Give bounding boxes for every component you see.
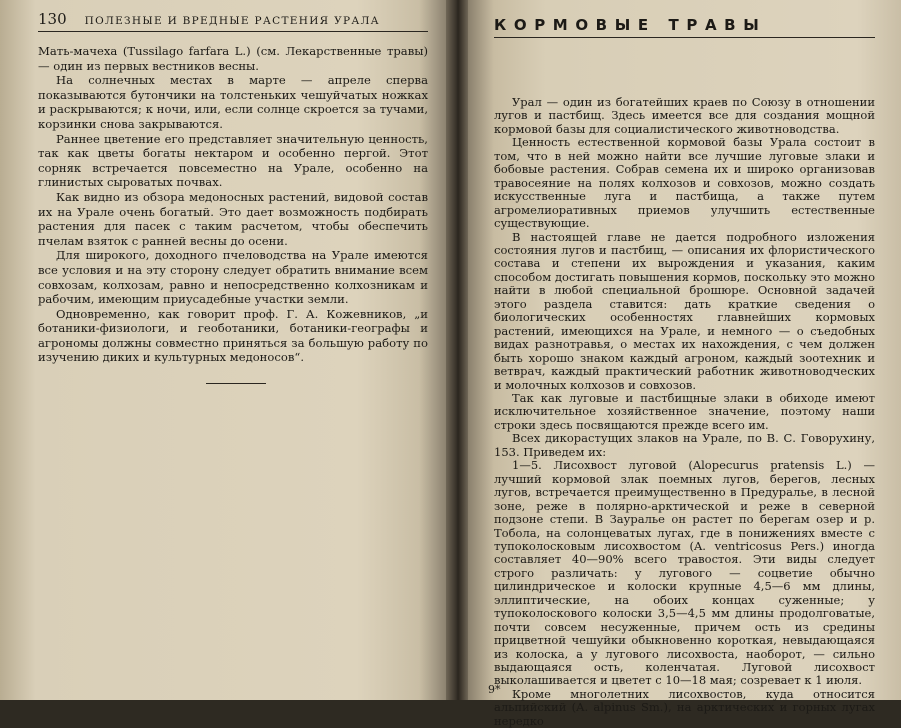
paragraph: Кроме многолетних лисохвостов, куда относится альпийский (A. alpinus Sm.), на арктических и горных лугах нередко (494, 686, 875, 728)
page-number: 130 (38, 10, 67, 28)
section-end-rule (206, 383, 266, 384)
left-page (0, 0, 446, 700)
paragraph: Для широкого, доходного пчеловодства на Урале имеются все условия и на эту сторону следует обратить внимание всем совхозам, колхозам, равно и непосредственно колхозникам и рабочим, имеющим приусадебные участки земли. (38, 248, 428, 307)
paragraph: Всех дикорастущих злаков на Урале, по В. С. Говорухину, 153. Приведем их: (494, 431, 875, 459)
book-gutter (446, 0, 468, 700)
signature-mark: 9* (488, 683, 501, 696)
paragraph: Так как луговые и пастбищные злаки в обиходе имеют исключительное хозяйственное значение, поэтому наши строки здесь посвящаются прежде всего им. (494, 390, 875, 432)
paragraph: 1—5. Лисохвост луговой (Alopecurus pratensis L.) — лучший кормовой злак поемных лугов, берегов, лесных лугов, встречается преимущественно в Предуралье, в лесной зоне, реже в полярно-арктической и реже в северной подзоне степи. В Зауралье он растет по берегам озер и р. Тобола, на солонцеватых лугах, где в понижениях вместе с тупоколосковым лисохвостом (A. ventricosus Pers.) иногда составляет 40—90% всего травостоя. Эти виды следует строго различать: у лугового — соцветие обычно цилиндрическое и колоски крупные 4,5—6 мм длины, эллиптические, на обоих концах суженные; у тупоколоскового колоски 3,5—4,5 мм длины продолговатые, почти совсем несуженные, причем ость из средины прицветной чешуйки обыкновенно короткая, невыдающаяся из колоска, а у лугового лисохвоста, наоборот, — сильно выдающаяся ость, коленчатая. Луговой лисохвост выколашивается и цветет с 10—18 мая; созревает к 1 июля. (494, 458, 875, 688)
paragraph: Раннее цветение его представляет значительную ценность, так как цветы богаты нектаром и особенно пергой. Этот сорняк встречается повсеместно на Урале, особенно на глинистых сыроватых почвах. (38, 131, 428, 190)
running-title: ПОЛЕЗНЫЕ И ВРЕДНЫЕ РАСТЕНИЯ УРАЛА (84, 15, 380, 27)
chapter-title: КОРМОВЫЕ ТРАВЫ (494, 16, 875, 38)
paragraph: Ценность естественной кормовой базы Урала состоит в том, что в ней можно найти все лучшие луговые злаки и бобовые растения. Собрав семена их и широко организовав травосеяние на полях колхозов и совхозов, можно создать искусственные луга и пастбища, а также путем агромелиоративных приемов улучшить естественные существующие. (494, 135, 875, 231)
paragraph: Урал — один из богатейших краев по Союзу в отношении лугов и пастбищ. Здесь имеется все для создания мощной кормовой базы для социалистического животноводства. (494, 95, 875, 136)
paragraph: Мать-мачеха (Tussilago farfara L.) (см. Лекарственные травы) — один из первых вестников весны. (38, 44, 428, 73)
paragraph: Как видно из обзора медоносных растений, видовой состав их на Урале очень богатый. Это дает возможность подбирать растения для пасек с таким расчетом, чтобы обеспечить пчелам взяток с ранней весны до осени. (38, 189, 428, 248)
paragraph: В настоящей главе не дается подробного изложения состояния лугов и пастбищ, — описания их флористического состава и степени их вырождения и указания, каким способом достигать повышения кормов, поскольку это можно найти в любой специальной брошюре. Основной задачей этого раздела ставится: дать краткие сведения о биологических особенностях главнейших кормовых растений, имеющихся на Урале, и немного — о съедобных видах разнотравья, о местах их нахождения, с чем должен быть хорошо знаком каждый агроном, каждый зоотехник и ветврач, каждый практический работник животноводческих и молочных колхозов и совхозов. (494, 229, 875, 392)
running-header (38, 10, 428, 32)
right-page (468, 0, 901, 728)
paragraph: На солнечных местах в марте — апреле сперва показываются бутончики на толстеньких чешуйчатых ножках и раскрываются; к ночи, или, если солнце скроется за тучами, корзинки снова закрываются. (38, 73, 428, 131)
paragraph: Одновременно, как говорит проф. Г. А. Кожевников, „и ботаники-физиологи, и геоботаники, ботаники-географы и агрономы должны совместно приняться за большую работу по изучению диких и культурных медоносов“. (38, 306, 428, 365)
